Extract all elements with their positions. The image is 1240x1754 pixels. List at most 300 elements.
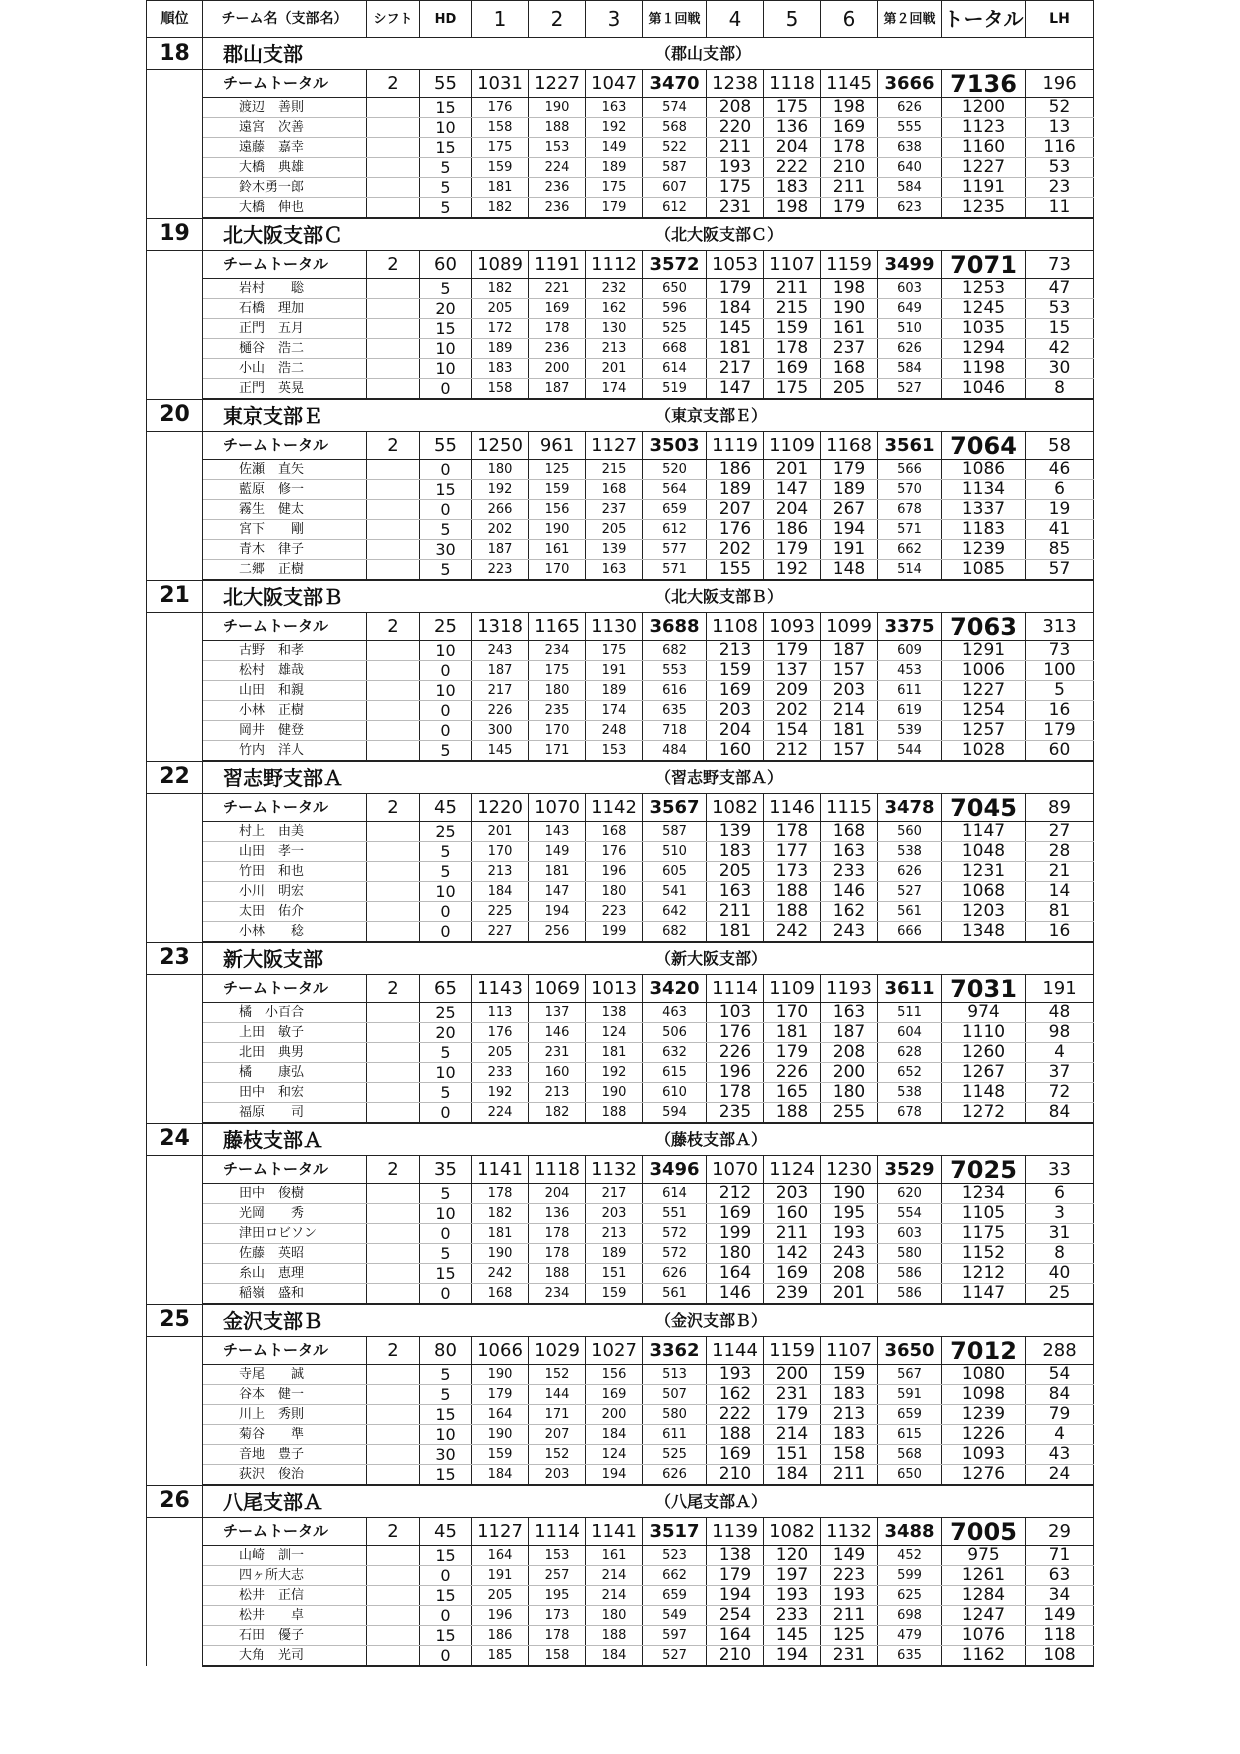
player-g4: 196 xyxy=(707,1063,764,1083)
player-hd: 5 xyxy=(420,198,472,219)
player-row xyxy=(147,862,1094,882)
player-shift xyxy=(367,1063,420,1083)
player-r2: 628 xyxy=(878,1043,942,1063)
player-hd: 10 xyxy=(420,359,472,379)
player-g3: 237 xyxy=(586,500,643,520)
player-shift xyxy=(367,822,420,842)
player-lh: 14 xyxy=(1026,882,1094,902)
player-g2: 178 xyxy=(529,1244,586,1264)
player-total: 1147 xyxy=(942,1284,1026,1305)
rank-blank-cell xyxy=(147,432,203,581)
player-r1: 587 xyxy=(643,158,707,178)
player-g5: 147 xyxy=(764,480,821,500)
player-r1: 549 xyxy=(643,1606,707,1626)
player-name: 小林 稔 xyxy=(203,922,367,943)
player-g6: 195 xyxy=(821,1204,878,1224)
player-hd: 5 xyxy=(420,1083,472,1103)
player-shift xyxy=(367,1204,420,1224)
player-g3: 203 xyxy=(586,1204,643,1224)
player-g6: 243 xyxy=(821,922,878,943)
player-g5: 194 xyxy=(764,1646,821,1667)
team-total: 7031 xyxy=(942,975,1026,1003)
team-total-row xyxy=(147,1156,1094,1184)
player-g4: 193 xyxy=(707,1365,764,1385)
player-hd: 15 xyxy=(420,480,472,500)
rank-blank-cell xyxy=(147,613,203,762)
player-shift xyxy=(367,138,420,158)
player-r2: 511 xyxy=(878,1003,942,1023)
team-total-label: チームトータル xyxy=(203,70,367,98)
player-g6: 198 xyxy=(821,98,878,118)
player-g2: 213 xyxy=(529,1083,586,1103)
player-r1: 659 xyxy=(643,1586,707,1606)
player-g2: 190 xyxy=(529,520,586,540)
player-g3: 199 xyxy=(586,922,643,943)
player-row xyxy=(147,520,1094,540)
team-total: 7045 xyxy=(942,794,1026,822)
player-g6: 181 xyxy=(821,721,878,741)
player-name: 渡辺 善則 xyxy=(203,98,367,118)
player-g4: 254 xyxy=(707,1606,764,1626)
player-r1: 551 xyxy=(643,1204,707,1224)
player-name: 大角 光司 xyxy=(203,1646,367,1667)
team-name: 金沢支部Ｂ xyxy=(223,1309,323,1333)
player-g6: 161 xyxy=(821,319,878,339)
player-row xyxy=(147,1083,1094,1103)
player-total: 1006 xyxy=(942,661,1026,681)
player-g4: 222 xyxy=(707,1405,764,1425)
player-r1: 596 xyxy=(643,299,707,319)
player-g4: 176 xyxy=(707,1023,764,1043)
player-total: 1337 xyxy=(942,500,1026,520)
player-hd: 0 xyxy=(420,1606,472,1626)
team-r1: 3688 xyxy=(643,613,707,641)
player-g1: 181 xyxy=(472,1224,529,1244)
player-g2: 221 xyxy=(529,279,586,299)
player-g1: 178 xyxy=(472,1184,529,1204)
player-shift xyxy=(367,1465,420,1486)
player-r2: 570 xyxy=(878,480,942,500)
player-r1: 612 xyxy=(643,520,707,540)
player-name: 小川 明宏 xyxy=(203,882,367,902)
rank-blank-cell xyxy=(147,794,203,943)
player-shift xyxy=(367,339,420,359)
player-g1: 192 xyxy=(472,1083,529,1103)
header-hd: HD xyxy=(420,1,472,38)
player-name: 川上 秀則 xyxy=(203,1405,367,1425)
player-g5: 193 xyxy=(764,1586,821,1606)
player-lh: 116 xyxy=(1026,138,1094,158)
player-g5: 198 xyxy=(764,198,821,219)
team-r1: 3496 xyxy=(643,1156,707,1184)
player-g6: 267 xyxy=(821,500,878,520)
player-r2: 560 xyxy=(878,822,942,842)
player-name: 松井 卓 xyxy=(203,1606,367,1626)
player-hd: 0 xyxy=(420,1224,472,1244)
player-g5: 178 xyxy=(764,339,821,359)
player-g1: 175 xyxy=(472,138,529,158)
player-name: 田中 俊樹 xyxy=(203,1184,367,1204)
player-row xyxy=(147,299,1094,319)
player-total: 1076 xyxy=(942,1626,1026,1646)
player-g2: 234 xyxy=(529,641,586,661)
player-g1: 182 xyxy=(472,1204,529,1224)
player-total: 975 xyxy=(942,1546,1026,1566)
player-g3: 189 xyxy=(586,681,643,701)
team-total-row xyxy=(147,70,1094,98)
player-g3: 200 xyxy=(586,1405,643,1425)
player-r1: 635 xyxy=(643,701,707,721)
section-title-row xyxy=(147,38,1094,70)
player-r2: 635 xyxy=(878,1646,942,1667)
rank-number: 18 xyxy=(147,38,203,70)
player-g1: 182 xyxy=(472,279,529,299)
player-g1: 217 xyxy=(472,681,529,701)
player-name: 橘 康弘 xyxy=(203,1063,367,1083)
player-g6: 148 xyxy=(821,560,878,581)
player-total: 1183 xyxy=(942,520,1026,540)
player-row xyxy=(147,1385,1094,1405)
header-game-4: 4 xyxy=(707,1,764,38)
player-g2: 178 xyxy=(529,319,586,339)
player-g2: 188 xyxy=(529,1264,586,1284)
player-g3: 181 xyxy=(586,1043,643,1063)
player-g4: 180 xyxy=(707,1244,764,1264)
player-hd: 5 xyxy=(420,842,472,862)
player-g1: 159 xyxy=(472,158,529,178)
player-row xyxy=(147,641,1094,661)
branch-name: （金沢支部Ｂ） xyxy=(655,1311,768,1330)
player-r1: 587 xyxy=(643,822,707,842)
header-total: トータル xyxy=(942,1,1026,38)
team-r2: 3611 xyxy=(878,975,942,1003)
player-g1: 187 xyxy=(472,661,529,681)
player-g2: 180 xyxy=(529,681,586,701)
player-lh: 108 xyxy=(1026,1646,1094,1667)
player-shift xyxy=(367,379,420,400)
player-g1: 191 xyxy=(472,1566,529,1586)
player-r2: 584 xyxy=(878,359,942,379)
player-g5: 177 xyxy=(764,842,821,862)
section-title-row xyxy=(147,1123,1094,1156)
player-name: 竹田 和也 xyxy=(203,862,367,882)
player-total: 1110 xyxy=(942,1023,1026,1043)
player-g4: 208 xyxy=(707,98,764,118)
player-g5: 137 xyxy=(764,661,821,681)
player-r2: 561 xyxy=(878,902,942,922)
section-name-cell xyxy=(203,1123,1094,1156)
player-row xyxy=(147,1284,1094,1305)
player-shift xyxy=(367,842,420,862)
player-r1: 659 xyxy=(643,500,707,520)
player-g1: 176 xyxy=(472,1023,529,1043)
player-g5: 179 xyxy=(764,1043,821,1063)
player-g1: 158 xyxy=(472,379,529,400)
player-g1: 266 xyxy=(472,500,529,520)
team-shift: 2 xyxy=(367,613,420,641)
player-g2: 231 xyxy=(529,1043,586,1063)
player-r2: 611 xyxy=(878,681,942,701)
player-hd: 25 xyxy=(420,822,472,842)
player-g4: 163 xyxy=(707,882,764,902)
player-lh: 13 xyxy=(1026,118,1094,138)
player-hd: 20 xyxy=(420,299,472,319)
player-shift xyxy=(367,1566,420,1586)
team-total-label: チームトータル xyxy=(203,975,367,1003)
player-g4: 211 xyxy=(707,902,764,922)
team-g4: 1114 xyxy=(707,975,764,1003)
player-g4: 203 xyxy=(707,701,764,721)
team-shift: 2 xyxy=(367,251,420,279)
player-g6: 214 xyxy=(821,701,878,721)
player-shift xyxy=(367,1646,420,1667)
player-shift xyxy=(367,741,420,762)
player-hd: 10 xyxy=(420,118,472,138)
team-g6: 1099 xyxy=(821,613,878,641)
player-lh: 84 xyxy=(1026,1385,1094,1405)
player-g2: 161 xyxy=(529,540,586,560)
team-r1: 3470 xyxy=(643,70,707,98)
player-name: 霧生 健太 xyxy=(203,500,367,520)
player-name: 村上 由美 xyxy=(203,822,367,842)
player-shift xyxy=(367,1284,420,1305)
player-hd: 5 xyxy=(420,1244,472,1264)
player-lh: 8 xyxy=(1026,1244,1094,1264)
player-lh: 25 xyxy=(1026,1284,1094,1305)
section-name-cell xyxy=(203,580,1094,613)
team-total-row xyxy=(147,794,1094,822)
player-r1: 626 xyxy=(643,1465,707,1486)
player-g6: 205 xyxy=(821,379,878,400)
player-total: 1035 xyxy=(942,319,1026,339)
team-name: 習志野支部Ａ xyxy=(223,766,343,790)
team-g6: 1115 xyxy=(821,794,878,822)
player-lh: 6 xyxy=(1026,1184,1094,1204)
player-name: 樋谷 浩二 xyxy=(203,339,367,359)
player-hd: 15 xyxy=(420,319,472,339)
player-r1: 718 xyxy=(643,721,707,741)
player-name: 岩村 聡 xyxy=(203,279,367,299)
player-name: 宮下 剛 xyxy=(203,520,367,540)
player-g6: 243 xyxy=(821,1244,878,1264)
player-g6: 190 xyxy=(821,299,878,319)
player-g1: 179 xyxy=(472,1385,529,1405)
player-g4: 231 xyxy=(707,198,764,219)
rank-blank-cell xyxy=(147,1156,203,1305)
team-lh: 196 xyxy=(1026,70,1094,98)
player-r1: 513 xyxy=(643,1365,707,1385)
team-r2: 3478 xyxy=(878,794,942,822)
player-hd: 5 xyxy=(420,560,472,581)
player-r2: 527 xyxy=(878,379,942,400)
player-row xyxy=(147,822,1094,842)
player-shift xyxy=(367,862,420,882)
player-hd: 15 xyxy=(420,138,472,158)
team-r1: 3362 xyxy=(643,1337,707,1365)
player-g3: 149 xyxy=(586,138,643,158)
player-g6: 198 xyxy=(821,279,878,299)
player-shift xyxy=(367,1023,420,1043)
player-g2: 224 xyxy=(529,158,586,178)
player-r1: 662 xyxy=(643,1566,707,1586)
player-g5: 211 xyxy=(764,279,821,299)
player-lh: 179 xyxy=(1026,721,1094,741)
player-name: 四ヶ所大志 xyxy=(203,1566,367,1586)
branch-name: （郡山支部） xyxy=(655,44,752,63)
player-g2: 178 xyxy=(529,1224,586,1244)
team-total: 7136 xyxy=(942,70,1026,98)
player-r1: 612 xyxy=(643,198,707,219)
team-g4: 1070 xyxy=(707,1156,764,1184)
player-r2: 678 xyxy=(878,1103,942,1124)
player-r2: 652 xyxy=(878,1063,942,1083)
player-g1: 185 xyxy=(472,1646,529,1667)
player-g6: 180 xyxy=(821,1083,878,1103)
team-g6: 1132 xyxy=(821,1518,878,1546)
team-total-label: チームトータル xyxy=(203,1518,367,1546)
player-r2: 659 xyxy=(878,1405,942,1425)
player-g1: 190 xyxy=(472,1425,529,1445)
player-name: 鈴木勇一郎 xyxy=(203,178,367,198)
player-r2: 609 xyxy=(878,641,942,661)
player-name: 光岡 秀 xyxy=(203,1204,367,1224)
team-total: 7063 xyxy=(942,613,1026,641)
player-r1: 507 xyxy=(643,1385,707,1405)
player-total: 1093 xyxy=(942,1445,1026,1465)
player-lh: 72 xyxy=(1026,1083,1094,1103)
player-g3: 180 xyxy=(586,1606,643,1626)
rank-number: 25 xyxy=(147,1304,203,1337)
team-hd: 55 xyxy=(420,432,472,460)
player-shift xyxy=(367,1003,420,1023)
player-g2: 171 xyxy=(529,741,586,762)
player-g1: 192 xyxy=(472,480,529,500)
player-g4: 179 xyxy=(707,279,764,299)
player-r2: 678 xyxy=(878,500,942,520)
player-hd: 10 xyxy=(420,339,472,359)
team-total-row xyxy=(147,251,1094,279)
player-g2: 137 xyxy=(529,1003,586,1023)
player-row xyxy=(147,560,1094,581)
team-total: 7025 xyxy=(942,1156,1026,1184)
player-r1: 525 xyxy=(643,1445,707,1465)
player-g5: 222 xyxy=(764,158,821,178)
player-shift xyxy=(367,1606,420,1626)
player-g3: 174 xyxy=(586,379,643,400)
team-lh: 58 xyxy=(1026,432,1094,460)
player-g2: 234 xyxy=(529,1284,586,1305)
rank-blank-cell xyxy=(147,251,203,400)
player-g3: 232 xyxy=(586,279,643,299)
player-g5: 202 xyxy=(764,701,821,721)
player-r2: 666 xyxy=(878,922,942,943)
player-g6: 208 xyxy=(821,1264,878,1284)
player-g4: 181 xyxy=(707,922,764,943)
player-g1: 172 xyxy=(472,319,529,339)
player-g1: 168 xyxy=(472,1284,529,1305)
player-g5: 200 xyxy=(764,1365,821,1385)
team-shift: 2 xyxy=(367,1518,420,1546)
player-r1: 611 xyxy=(643,1425,707,1445)
player-g5: 211 xyxy=(764,1224,821,1244)
player-g2: 170 xyxy=(529,721,586,741)
player-g6: 187 xyxy=(821,641,878,661)
player-shift xyxy=(367,1445,420,1465)
player-g4: 205 xyxy=(707,862,764,882)
player-lh: 34 xyxy=(1026,1586,1094,1606)
player-g2: 169 xyxy=(529,299,586,319)
team-hd: 35 xyxy=(420,1156,472,1184)
player-r2: 586 xyxy=(878,1264,942,1284)
player-hd: 0 xyxy=(420,460,472,480)
team-r2: 3529 xyxy=(878,1156,942,1184)
player-row xyxy=(147,339,1094,359)
team-total-label: チームトータル xyxy=(203,613,367,641)
player-row xyxy=(147,198,1094,219)
player-total: 1147 xyxy=(942,822,1026,842)
player-name: 津田ロビソン xyxy=(203,1224,367,1244)
player-g4: 213 xyxy=(707,641,764,661)
player-row xyxy=(147,701,1094,721)
player-row xyxy=(147,480,1094,500)
player-g6: 193 xyxy=(821,1224,878,1244)
player-hd: 5 xyxy=(420,1365,472,1385)
player-g4: 210 xyxy=(707,1646,764,1667)
team-lh: 288 xyxy=(1026,1337,1094,1365)
team-r1: 3572 xyxy=(643,251,707,279)
player-r1: 594 xyxy=(643,1103,707,1124)
player-row xyxy=(147,540,1094,560)
player-r1: 632 xyxy=(643,1043,707,1063)
player-row xyxy=(147,1244,1094,1264)
header-game-3: 3 xyxy=(586,1,643,38)
player-total: 1267 xyxy=(942,1063,1026,1083)
team-shift: 2 xyxy=(367,70,420,98)
player-g2: 147 xyxy=(529,882,586,902)
player-g6: 163 xyxy=(821,1003,878,1023)
player-g4: 155 xyxy=(707,560,764,581)
player-total: 1294 xyxy=(942,339,1026,359)
player-r1: 506 xyxy=(643,1023,707,1043)
player-g6: 178 xyxy=(821,138,878,158)
player-g1: 223 xyxy=(472,560,529,581)
player-row xyxy=(147,500,1094,520)
standings-sheet xyxy=(146,0,1093,1667)
player-total: 1276 xyxy=(942,1465,1026,1486)
player-g3: 190 xyxy=(586,1083,643,1103)
player-lh: 63 xyxy=(1026,1566,1094,1586)
player-g3: 194 xyxy=(586,1465,643,1486)
section-title-row xyxy=(147,399,1094,432)
branch-name: （八尾支部Ａ） xyxy=(655,1492,768,1511)
header-round-2: 第２回戦 xyxy=(878,1,942,38)
player-name: 松井 正信 xyxy=(203,1586,367,1606)
player-lh: 5 xyxy=(1026,681,1094,701)
player-r1: 553 xyxy=(643,661,707,681)
player-g4: 202 xyxy=(707,540,764,560)
player-g3: 159 xyxy=(586,1284,643,1305)
player-g2: 187 xyxy=(529,379,586,400)
rank-number: 22 xyxy=(147,761,203,794)
player-shift xyxy=(367,1626,420,1646)
player-g3: 168 xyxy=(586,480,643,500)
player-r2: 566 xyxy=(878,460,942,480)
player-row xyxy=(147,681,1094,701)
player-g2: 236 xyxy=(529,198,586,219)
player-g3: 169 xyxy=(586,1385,643,1405)
header-game-6: 6 xyxy=(821,1,878,38)
player-r1: 615 xyxy=(643,1063,707,1083)
